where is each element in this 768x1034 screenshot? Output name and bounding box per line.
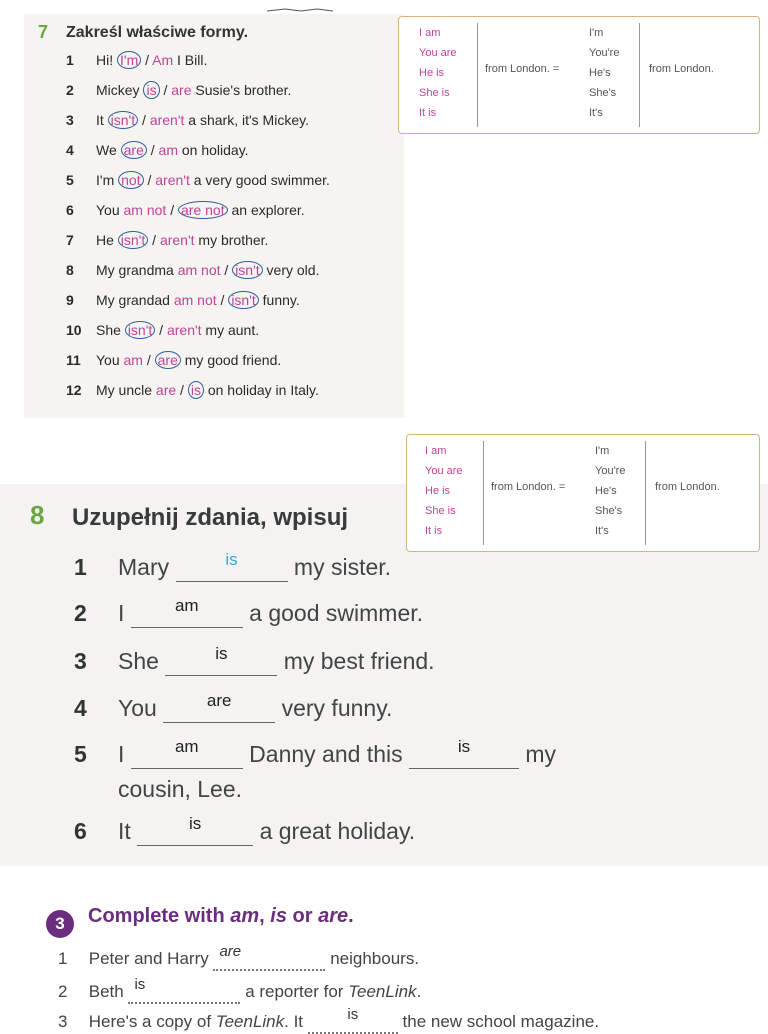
item-text: very old. [262, 262, 320, 278]
table-from-london-2: from London. [655, 481, 720, 493]
item-number: 3 [58, 1012, 68, 1031]
table-from-london-1: from London. = [491, 481, 566, 493]
item-number: 5 [66, 172, 74, 188]
answer-text: is [134, 976, 146, 993]
option-text[interactable]: aren't [166, 322, 202, 338]
option-text[interactable]: aren't [159, 232, 195, 248]
option-text[interactable]: are [171, 82, 192, 98]
item-number: 10 [66, 322, 82, 338]
item-number: 12 [66, 382, 82, 398]
item-text: Danny and this [249, 741, 403, 767]
exercise-8-item [74, 550, 674, 582]
table-cell: She is [419, 87, 450, 99]
title-text: . [348, 905, 354, 927]
table-cell: You are [419, 47, 457, 59]
circled-answer[interactable]: isn't [108, 111, 138, 129]
answer-blank[interactable] [176, 550, 288, 582]
answer-text: are [206, 691, 232, 710]
table-cell: You're [595, 465, 626, 477]
exercise-7-item [66, 262, 319, 278]
exercise-8-item-continued: cousin, Lee. [118, 776, 243, 802]
option-text[interactable]: am not [173, 292, 217, 308]
table-cell: She's [595, 505, 623, 517]
answer-text: are [219, 943, 242, 960]
item-text: the new school magazine. [402, 1012, 600, 1031]
answer-text: is [225, 550, 238, 569]
item-number: 6 [66, 202, 74, 218]
item-text: She [96, 322, 125, 338]
item-number: 1 [58, 949, 68, 968]
table-cell: He is [419, 67, 445, 79]
title-text: , [259, 905, 271, 927]
answer-blank[interactable] [308, 1006, 398, 1034]
exercise-7-item [66, 322, 259, 338]
item-text: I [118, 600, 125, 626]
exercise-8-item [74, 596, 674, 628]
item-text: neighbours. [330, 949, 420, 968]
item-text-italic: TeenLink [348, 982, 417, 1001]
option-text[interactable]: Am [152, 52, 174, 68]
item-text: a good swimmer. [249, 600, 424, 626]
item-text: Susie's brother. [191, 82, 292, 98]
item-text: I [118, 741, 125, 767]
item-text: my good friend. [180, 352, 282, 368]
item-text: My grandad [96, 292, 174, 308]
item-number: 3 [66, 112, 74, 128]
item-text: You [96, 352, 124, 368]
item-text: my best friend. [283, 648, 435, 674]
item-text: my sister. [293, 554, 392, 580]
answer-blank[interactable] [128, 976, 240, 1004]
item-number: 3 [74, 648, 87, 674]
exercise-7-item [66, 382, 319, 398]
item-text: / [141, 52, 153, 68]
exercise-7-item [66, 172, 330, 188]
table-col-subject [419, 23, 457, 123]
exercise-7-item [66, 352, 281, 368]
item-text: on holiday in Italy. [203, 382, 319, 398]
exercise-8-number: 8 [30, 500, 45, 530]
grammar-table-top [398, 16, 760, 134]
item-text: / [148, 232, 160, 248]
answer-text: is [189, 814, 202, 833]
item-text: / [159, 82, 172, 98]
item-number: 8 [66, 262, 74, 278]
option-text[interactable]: am [158, 142, 178, 158]
answer-text: am [174, 737, 199, 756]
table-cell: You are [425, 465, 463, 477]
answer-text: am [174, 596, 199, 615]
table-cell: It's [589, 107, 603, 119]
item-text: We [96, 142, 121, 158]
item-text: my brother. [194, 232, 269, 248]
table-cell: I am [425, 445, 447, 457]
title-text: Complete with [88, 905, 231, 927]
item-text: / [220, 262, 233, 278]
option-text[interactable]: am not [123, 202, 167, 218]
option-text[interactable]: am not [177, 262, 221, 278]
item-text: on holiday. [178, 142, 249, 158]
exercise-3-item [58, 1006, 600, 1034]
circled-answer[interactable]: is [143, 81, 159, 99]
answer-blank[interactable] [137, 814, 253, 846]
item-text: my [525, 741, 557, 767]
item-number: 2 [74, 600, 87, 626]
item-text: a great holiday. [259, 818, 416, 844]
option-text[interactable]: aren't [149, 112, 185, 128]
table-cell: You're [589, 47, 620, 59]
answer-blank[interactable] [213, 943, 325, 971]
pen-scribble [265, 6, 335, 14]
table-cell: He's [595, 485, 617, 497]
item-text: / [216, 292, 229, 308]
circled-answer[interactable]: are not [178, 201, 228, 219]
exercise-7-item [66, 52, 207, 68]
title-am: am [230, 905, 260, 927]
table-cell: It is [419, 107, 437, 119]
exercise-7-item [66, 202, 305, 218]
item-text: / [176, 382, 188, 398]
item-text: Mickey [96, 82, 144, 98]
answer-blank[interactable] [165, 644, 277, 676]
title-text: or [286, 905, 319, 927]
table-col-subject [425, 441, 463, 541]
circled-answer[interactable]: isn't [228, 291, 258, 309]
table-from-london-1: from London. = [485, 63, 560, 75]
option-text[interactable]: aren't [155, 172, 190, 188]
answer-text: is [457, 737, 471, 756]
item-text: Hi! [96, 52, 117, 68]
item-text-italic: TeenLink [215, 1012, 285, 1031]
exercise-3-item [58, 943, 420, 971]
exercise-8-item [74, 814, 674, 846]
item-text: I'm [96, 172, 119, 188]
item-text: / [138, 112, 150, 128]
circled-answer[interactable]: is [188, 381, 204, 399]
item-text: a shark, it's Mickey. [184, 112, 309, 128]
table-col-short [589, 23, 619, 123]
table-cell: He's [589, 67, 611, 79]
item-text: / [146, 142, 159, 158]
item-number: 7 [66, 232, 74, 248]
circled-answer[interactable]: I'm [117, 51, 141, 69]
item-text: You [96, 202, 124, 218]
exercise-8-item [74, 737, 674, 769]
exercise-7-item [66, 232, 268, 248]
option-text[interactable]: are [155, 382, 177, 398]
item-text: a reporter for [245, 982, 349, 1001]
table-cell: I am [419, 27, 441, 39]
item-text: / [166, 202, 178, 218]
item-text: He [96, 232, 118, 248]
item-text: My grandma [96, 262, 178, 278]
item-number: 1 [66, 52, 74, 68]
item-text: a very good swimmer. [189, 172, 330, 188]
circled-answer[interactable]: are [121, 141, 147, 159]
answer-blank[interactable] [163, 691, 275, 723]
item-number: 4 [66, 142, 74, 158]
item-number: 4 [74, 695, 87, 721]
exercise-3-number: 3 [46, 910, 74, 938]
table-col-short [595, 441, 625, 541]
item-text: It [96, 112, 108, 128]
exercise-7-item [66, 292, 300, 308]
item-number: 1 [74, 554, 87, 580]
table-cell: It's [595, 525, 609, 537]
exercise-7-item [66, 112, 309, 128]
circled-answer[interactable]: isn't [232, 261, 262, 279]
item-number: 6 [74, 818, 87, 844]
item-number: 2 [58, 982, 68, 1001]
circled-answer[interactable]: isn't [118, 231, 148, 249]
item-text: / [155, 322, 167, 338]
answer-blank[interactable] [131, 596, 243, 628]
answer-text: is [347, 1006, 359, 1023]
item-number: 11 [66, 352, 81, 368]
item-text: Beth [88, 982, 124, 1001]
table-cell: She is [425, 505, 456, 517]
exercise-8-item [74, 644, 674, 676]
answer-blank[interactable] [409, 737, 519, 769]
item-text: It [118, 818, 131, 844]
item-number: 9 [66, 292, 74, 308]
exercise-8-title: Uzupełnij zdania, wpisuj [72, 504, 349, 531]
item-text: my aunt. [201, 322, 260, 338]
exercise-7-item [66, 142, 249, 158]
item-text: . It [284, 1012, 304, 1031]
item-text: funny. [258, 292, 300, 308]
table-cell: I'm [589, 27, 604, 39]
item-text: / [142, 352, 155, 368]
item-text: She [118, 648, 159, 674]
item-text: My uncle [96, 382, 156, 398]
exercise-7-title: Zakreśl właściwe formy. [66, 24, 249, 41]
exercise-3-item [58, 976, 422, 1004]
title-is: is [270, 905, 287, 927]
item-text: very funny. [281, 695, 393, 721]
item-text: . [416, 982, 422, 1001]
grammar-table-bottom [406, 434, 760, 552]
title-are: are [318, 905, 349, 927]
answer-text: is [215, 644, 228, 663]
item-number: 5 [74, 741, 87, 767]
table-cell: It is [425, 525, 443, 537]
item-text: You [118, 695, 157, 721]
exercise-3-title [88, 905, 354, 928]
item-number: 2 [66, 82, 74, 98]
answer-blank[interactable] [131, 737, 243, 769]
table-cell: I'm [595, 445, 610, 457]
option-text[interactable]: am [123, 352, 143, 368]
item-text: an explorer. [227, 202, 305, 218]
item-text: / [143, 172, 156, 188]
item-text: I Bill. [173, 52, 208, 68]
exercise-7-number: 7 [38, 22, 49, 42]
item-text: Mary [118, 554, 170, 580]
exercise-7-item [66, 82, 291, 98]
item-text: Here's a copy of [88, 1012, 216, 1031]
circled-answer[interactable]: are [155, 351, 181, 369]
table-from-london-2: from London. [649, 63, 714, 75]
table-cell: She's [589, 87, 617, 99]
circled-answer[interactable]: not [118, 171, 143, 189]
exercise-8-item [74, 691, 674, 723]
circled-answer[interactable]: isn't [125, 321, 155, 339]
item-text: Peter and Harry [88, 949, 209, 968]
table-cell: He is [425, 485, 451, 497]
